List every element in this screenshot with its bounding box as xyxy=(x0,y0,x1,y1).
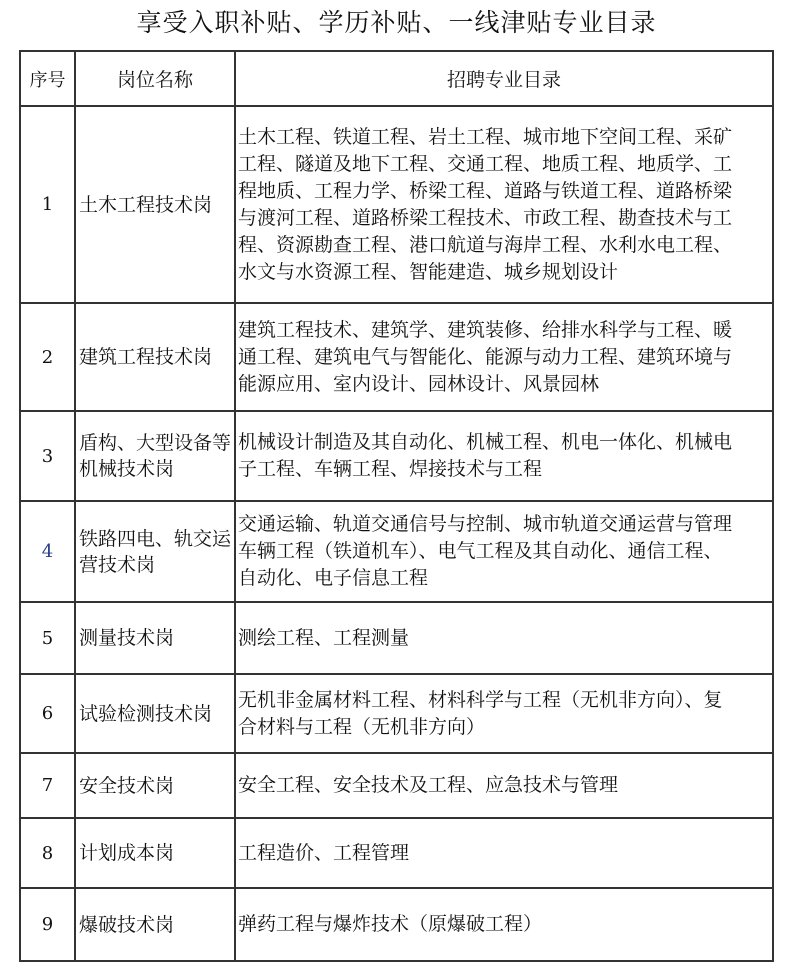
position-name: 安全技术岗 xyxy=(75,753,235,818)
majors-line: 安全工程、安全技术及工程、应急技术与管理 xyxy=(238,774,619,796)
table-row xyxy=(20,753,773,818)
position-name: 测量技术岗 xyxy=(75,602,235,674)
table-header-row xyxy=(20,51,773,106)
position-name: 建筑工程技术岗 xyxy=(75,303,235,411)
header-no: 序号 xyxy=(20,51,75,106)
table-row xyxy=(20,411,773,501)
position-name: 铁路四电、轨交运营技术岗 xyxy=(75,501,235,602)
majors-cell xyxy=(235,106,773,303)
majors-line: 交通运输、轨道交通信号与控制、城市轨道交通运营与管理 xyxy=(238,513,733,535)
header-position: 岗位名称 xyxy=(75,51,235,106)
majors-cell xyxy=(235,674,773,753)
majors-cell xyxy=(235,501,773,602)
row-number: 6 xyxy=(20,674,75,753)
majors-line: 水文与水资源工程、智能建造、城乡规划设计 xyxy=(238,260,619,283)
table-row xyxy=(20,106,773,303)
row-number: 8 xyxy=(20,818,75,888)
majors-cell xyxy=(235,753,773,818)
position-name: 试验检测技术岗 xyxy=(75,674,235,753)
table-row xyxy=(20,303,773,411)
header-majors: 招聘专业目录 xyxy=(235,51,773,106)
row-number: 9 xyxy=(20,888,75,961)
majors-line: 测绘工程、工程测量 xyxy=(238,626,410,649)
majors-line: 土木工程、铁道工程、岩土工程、城市地下空间工程、采矿 xyxy=(238,125,733,148)
majors-line: 子工程、车辆工程、焊接技术与工程 xyxy=(238,458,543,480)
position-name: 土木工程技术岗 xyxy=(75,106,235,303)
row-number: 1 xyxy=(20,106,75,303)
majors-line: 合材料与工程（无机非方向） xyxy=(238,715,486,738)
majors-line: 建筑工程技术、建筑学、建筑装修、给排水科学与工程、暖 xyxy=(238,318,733,341)
majors-table xyxy=(19,50,774,962)
majors-line: 无机非金属材料工程、材料科学与工程（无机非方向）、复 xyxy=(238,688,723,711)
majors-cell xyxy=(235,411,773,501)
row-number: 4 xyxy=(20,501,75,602)
document-title: 享受入职补贴、学历补贴、一线津贴专业目录 xyxy=(136,8,657,37)
table-row xyxy=(20,674,773,753)
majors-line: 通工程、建筑电气与智能化、能源与动力工程、建筑环境与 xyxy=(238,345,733,368)
majors-line: 与渡河工程、道路桥梁工程技术、市政工程、勘查技术与工 xyxy=(238,206,733,229)
majors-line: 机械设计制造及其自动化、机械工程、机电一体化、机械电 xyxy=(238,431,733,453)
majors-line: 程、资源勘查工程、港口航道与海岸工程、水利水电工程、 xyxy=(238,233,733,256)
table-row xyxy=(20,888,773,961)
majors-cell xyxy=(235,303,773,411)
row-number: 5 xyxy=(20,602,75,674)
row-number: 7 xyxy=(20,753,75,818)
position-name: 爆破技术岗 xyxy=(75,888,235,961)
position-name: 计划成本岗 xyxy=(75,818,235,888)
majors-line: 工程、隧道及地下工程、交通工程、地质工程、地质学、工 xyxy=(238,152,733,175)
position-name: 盾构、大型设备等机械技术岗 xyxy=(75,411,235,501)
majors-line: 车辆工程（铁道机车）、电气工程及其自动化、通信工程、 xyxy=(238,540,723,562)
majors-line: 程地质、工程力学、桥梁工程、道路与铁道工程、道路桥梁 xyxy=(238,179,733,202)
majors-cell xyxy=(235,818,773,888)
majors-cell xyxy=(235,888,773,961)
table-row xyxy=(20,501,773,602)
majors-line: 工程造价、工程管理 xyxy=(238,841,410,864)
majors-cell xyxy=(235,602,773,674)
row-number: 3 xyxy=(20,411,75,501)
row-number: 2 xyxy=(20,303,75,411)
majors-line: 自动化、电子信息工程 xyxy=(238,567,429,589)
table-row xyxy=(20,818,773,888)
table-row xyxy=(20,602,773,674)
majors-line: 弹药工程与爆炸技术（原爆破工程） xyxy=(238,913,543,935)
majors-line: 能源应用、室内设计、园林设计、风景园林 xyxy=(238,372,600,395)
